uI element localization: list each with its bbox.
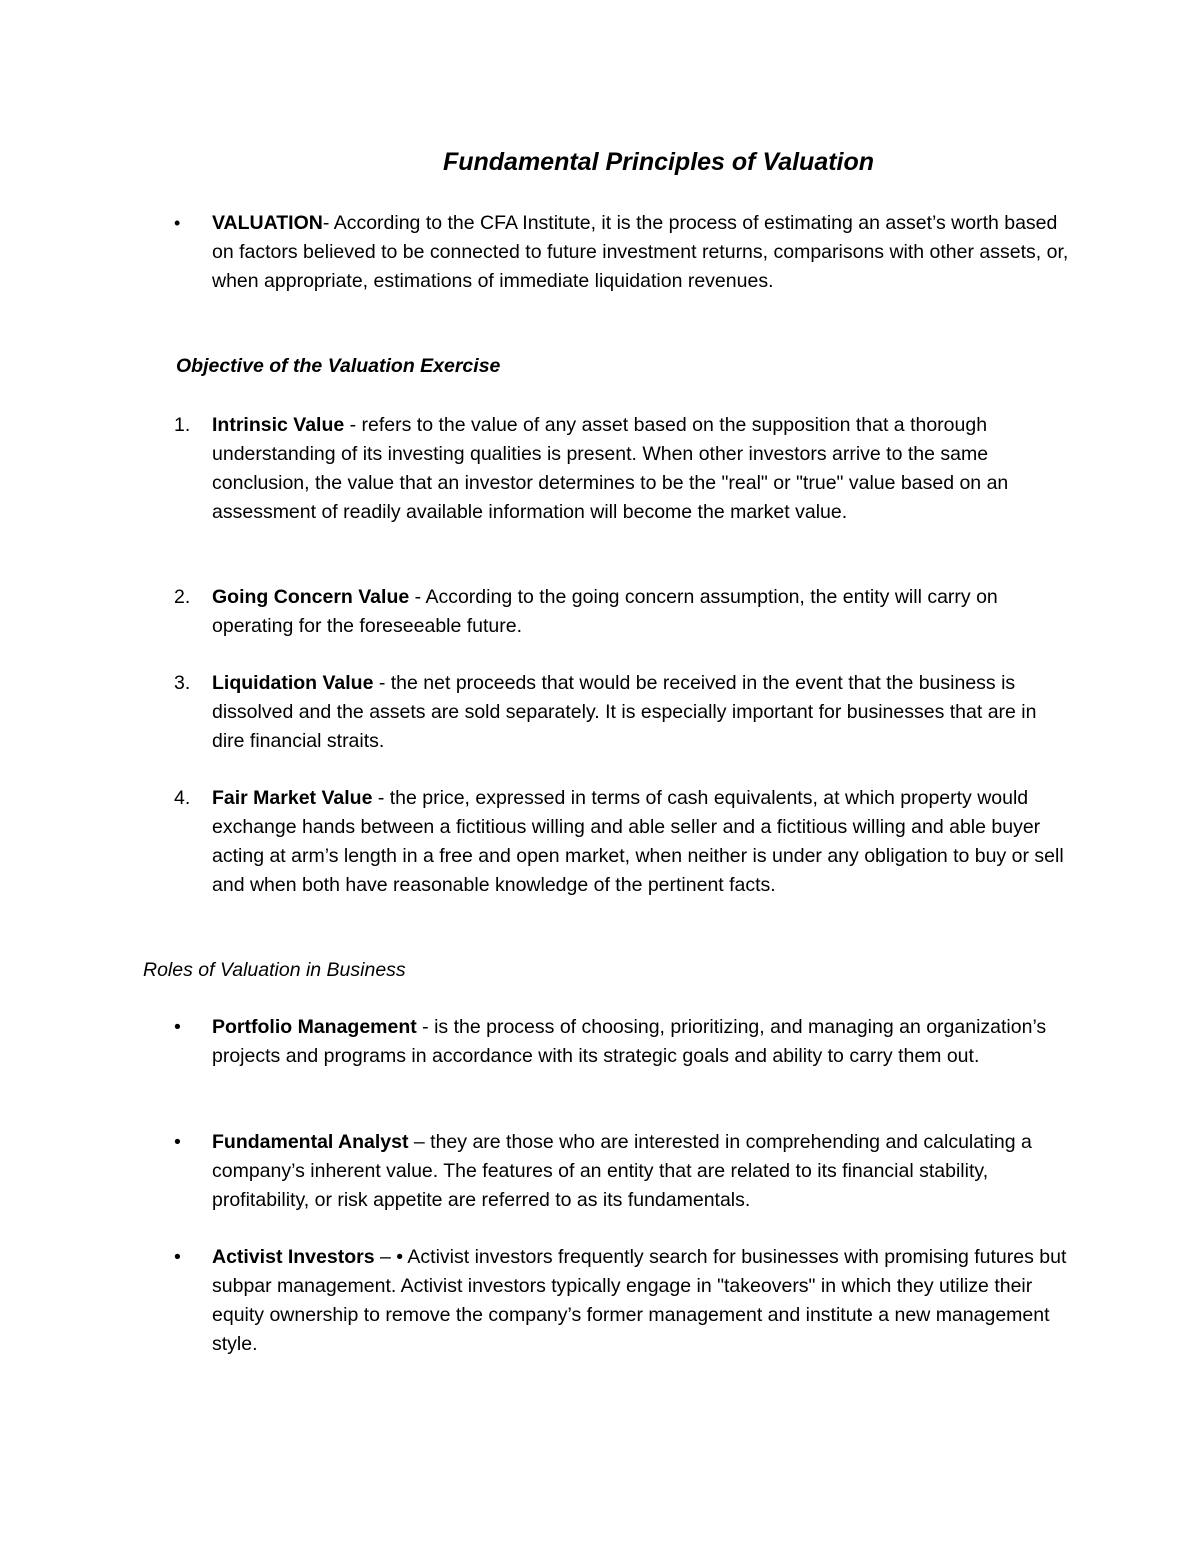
objective-paragraph [212,583,1072,641]
objective-item-fair-market-value [174,784,1072,900]
objective-text: - the price, expressed in terms of cash equivalents, at which property would exchange hands between a fictitious willing and able seller and a fictitious willing and able buyer acting at arm’s length in a free and open market, when neither is under any obligation to buy or sell and when both have reasonable knowledge of the pertinent facts. [212,787,1064,896]
objective-term: Going Concern Value [212,586,410,608]
objective-paragraph [212,411,1072,527]
bullet-icon: • [174,1016,181,1038]
list-number: 3. [174,672,191,694]
objective-heading: Objective of the Valuation Exercise [176,355,501,377]
objective-item-liquidation-value [174,669,1072,756]
bullet-icon: • [174,213,181,233]
objective-term: Fair Market Value [212,787,373,809]
list-number: 2. [174,586,191,608]
definition-text: - According to the CFA Institute, it is the process of estimating an asset’s worth based on factors believed to be connected to future investment returns, comparisons with other assets, or, when appropriate, estimations of immediate liquidation revenues. [212,212,1069,292]
role-item-portfolio-management [174,1013,1072,1071]
objective-text: - refers to the value of any asset based on the supposition that a thorough understanding of its investing qualities is present. When other investors arrive to the same conclusion, the value that an investor determines to be the "real" or "true" value based on an assessment of readily available information will become the market value. [212,414,1009,523]
role-term: Portfolio Management [212,1016,417,1038]
role-item-activist-investors [174,1243,1072,1359]
objective-text: - According to the going concern assumption, the entity will carry on operating for the foreseeable future. [212,586,998,637]
objective-term: Intrinsic Value [212,414,345,436]
bullet-icon: • [174,1246,181,1268]
objective-paragraph [212,669,1072,756]
objective-text: - the net proceeds that would be received in the event that the business is dissolved and the assets are sold separately. It is especially important for businesses that are in dire financial straits. [212,672,1037,752]
valuation-definition [174,209,1072,296]
role-text: – they are those who are interested in comprehending and calculating a company’s inherent value. The features of an entity that are related to its financial stability, profitability, or risk appetite are referred to as its fundamentals. [212,1131,1032,1211]
roles-heading: Roles of Valuation in Business [143,959,406,981]
role-term: Activist Investors [212,1246,375,1268]
objective-item-intrinsic-value [174,411,1072,527]
role-text: – • Activist investors frequently search for businesses with promising futures but subpar management. Activist investors typically engage in "takeovers" in which they utilize their equity ownership to remove the company’s former management and institute a new management style. [212,1246,1067,1355]
role-paragraph [212,1243,1072,1359]
list-number: 4. [174,787,191,809]
role-item-fundamental-analyst [174,1128,1072,1215]
role-text: - is the process of choosing, prioritizing, and managing an organization’s projects and programs in accordance with its strategic goals and ability to carry them out. [212,1016,1047,1067]
objective-term: Liquidation Value [212,672,374,694]
objective-item-going-concern-value [174,583,1072,641]
definition-paragraph [212,209,1072,296]
definition-term: VALUATION [212,212,323,234]
objective-paragraph [212,784,1072,900]
list-number: 1. [174,414,191,436]
role-paragraph [212,1013,1072,1071]
role-paragraph [212,1128,1072,1215]
page-title: Fundamental Principles of Valuation [442,148,875,176]
bullet-icon: • [174,1131,181,1153]
role-term: Fundamental Analyst [212,1131,409,1153]
